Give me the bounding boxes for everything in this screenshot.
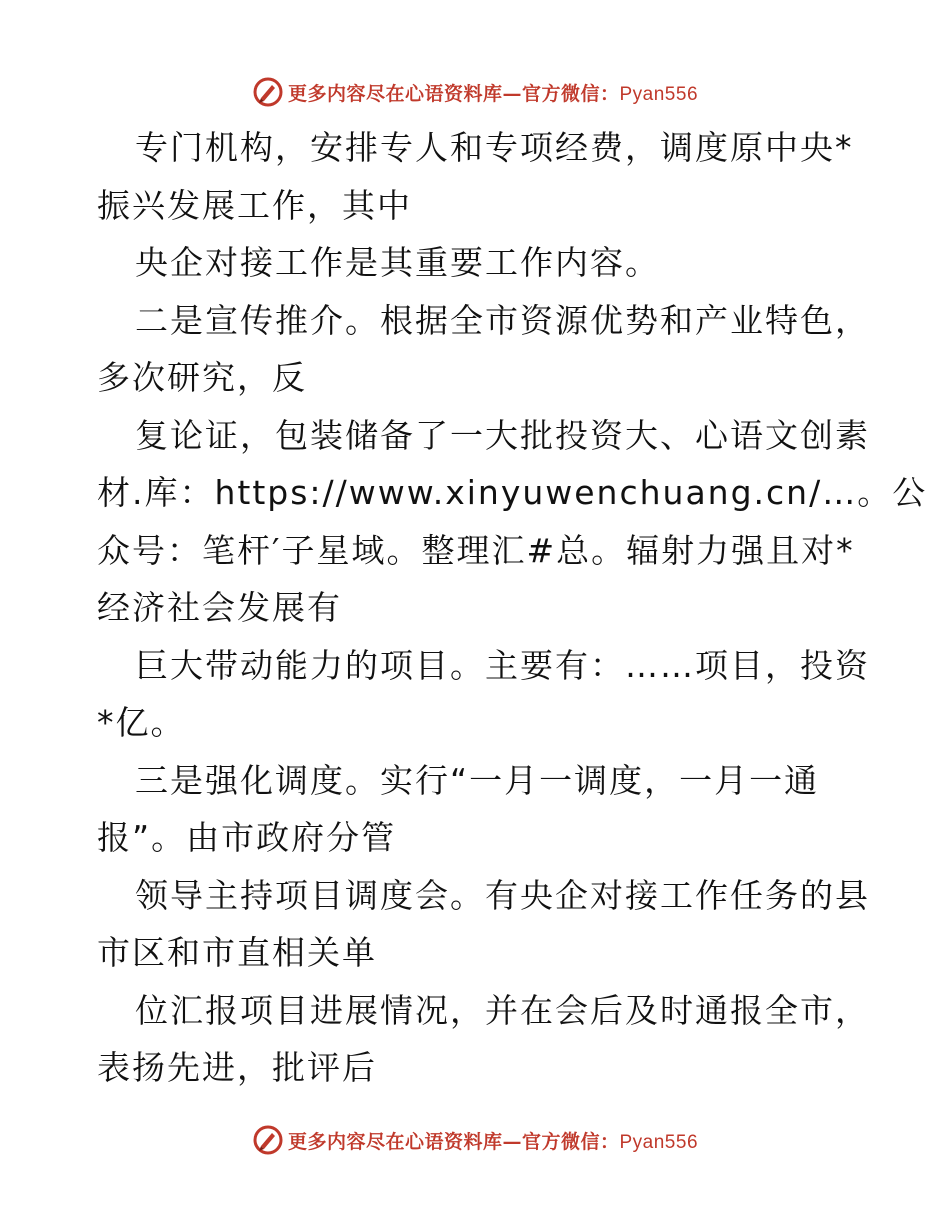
text-line: 众号：笔杆′子星域。整理汇#总。辐射力强且对* [97,530,855,570]
text-line: 二是宣传推介。根据全市资源优势和产业特色， [135,300,870,340]
text-line: 三是强化调度。实行“一月一调度，一月一通 [135,760,820,800]
banner-text: 更多内容尽在心语资料库—官方微信：Pyan556 [287,82,699,105]
text-line: 市区和市直相关单 [97,933,377,972]
text-line: 多次研究，反 [97,358,307,397]
text-line: 复论证，包装储备了一大批投资大、心语文创素 [135,415,870,455]
pen-circle-logo-icon [252,76,284,108]
text-line: 位汇报项目进展情况，并在会后及时通报全市， [135,990,870,1030]
footer-banner [0,1120,950,1160]
text-line: 央企对接工作是其重要工作内容。 [135,243,660,282]
banner-wechat-id: Pyan556 [619,1131,699,1153]
text-line: 巨大带动能力的项目。主要有：……项目，投资 [135,645,870,685]
text-line-url: 材.库：https://www.xinyuwenchuang.cn/…。公 [97,473,928,512]
text-line: 报”。由市政府分管 [97,818,397,857]
text-line: *亿。 [97,703,186,742]
text-line: 表扬先进，批评后 [97,1048,377,1087]
header-banner [0,72,950,112]
banner-text: 更多内容尽在心语资料库—官方微信：Pyan556 [287,1130,699,1153]
banner-wechat-id: Pyan556 [619,83,699,105]
text-line: 经济社会发展有 [97,588,342,627]
text-line: 振兴发展工作，其中 [97,185,412,225]
document-body [97,119,928,1097]
text-line: 专门机构，安排专人和专项经费，调度原中央* [135,128,854,167]
text-line: 领导主持项目调度会。有央企对接工作任务的县 [135,875,870,915]
pen-circle-logo-icon [252,1124,284,1156]
